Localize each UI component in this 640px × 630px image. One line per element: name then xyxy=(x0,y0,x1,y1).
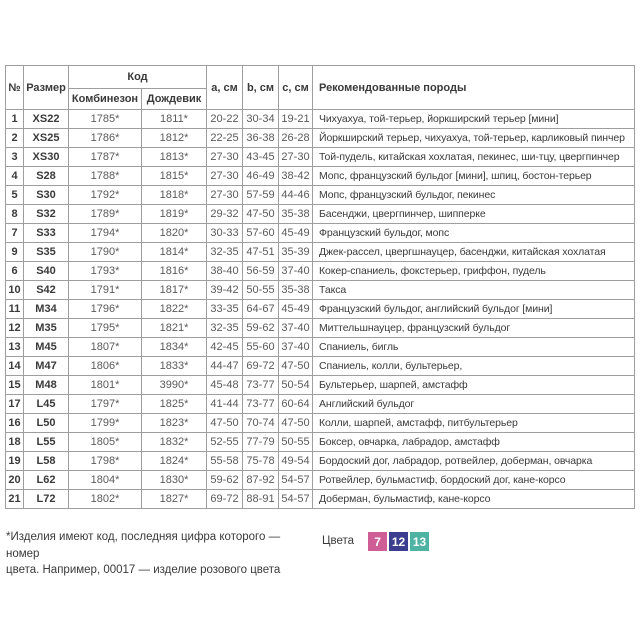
cell-breeds: Боксер, овчарка, лабрадор, амстафф xyxy=(313,433,635,452)
cell-breeds: Французский бульдог, английский бульдог [мини] xyxy=(313,300,635,319)
footnote xyxy=(6,529,316,579)
cell-code-raincoat: 1817* xyxy=(142,281,207,300)
table-row xyxy=(6,414,635,433)
table-header xyxy=(6,66,635,110)
color-chips xyxy=(368,532,431,551)
cell-a: 32-35 xyxy=(207,319,243,338)
cell-number: 14 xyxy=(6,357,24,376)
cell-b: 88-91 xyxy=(243,490,279,509)
cell-size: M35 xyxy=(24,319,69,338)
cell-code-raincoat: 1832* xyxy=(142,433,207,452)
cell-number: 4 xyxy=(6,167,24,186)
cell-code-raincoat: 1821* xyxy=(142,319,207,338)
cell-c: 44-46 xyxy=(279,186,313,205)
color-chip-13: 13 xyxy=(410,532,429,551)
cell-b: 57-59 xyxy=(243,186,279,205)
table-body xyxy=(6,110,635,509)
cell-number: 15 xyxy=(6,376,24,395)
cell-number: 20 xyxy=(6,471,24,490)
cell-b: 73-77 xyxy=(243,376,279,395)
header-breeds: Рекомендованные породы xyxy=(313,66,635,110)
cell-size: S33 xyxy=(24,224,69,243)
cell-breeds: Бультерьер, шарпей, амстафф xyxy=(313,376,635,395)
cell-c: 50-55 xyxy=(279,433,313,452)
table-row xyxy=(6,338,635,357)
cell-a: 69-72 xyxy=(207,490,243,509)
cell-code-jumpsuit: 1798* xyxy=(69,452,142,471)
colors-legend xyxy=(322,532,431,551)
cell-code-jumpsuit: 1794* xyxy=(69,224,142,243)
cell-c: 47-50 xyxy=(279,414,313,433)
cell-size: S40 xyxy=(24,262,69,281)
cell-c: 37-40 xyxy=(279,338,313,357)
cell-number: 8 xyxy=(6,205,24,224)
cell-code-raincoat: 1822* xyxy=(142,300,207,319)
cell-c: 35-38 xyxy=(279,205,313,224)
cell-number: 12 xyxy=(6,319,24,338)
cell-c: 35-39 xyxy=(279,243,313,262)
cell-code-jumpsuit: 1786* xyxy=(69,129,142,148)
cell-size: L58 xyxy=(24,452,69,471)
cell-breeds: Кокер-спаниель, фокстерьер, гриффон, пудель xyxy=(313,262,635,281)
cell-code-raincoat: 1816* xyxy=(142,262,207,281)
color-chip-7: 7 xyxy=(368,532,387,551)
cell-size: M47 xyxy=(24,357,69,376)
cell-b: 56-59 xyxy=(243,262,279,281)
cell-code-raincoat: 1815* xyxy=(142,167,207,186)
cell-c: 60-64 xyxy=(279,395,313,414)
cell-number: 16 xyxy=(6,414,24,433)
cell-breeds: Французский бульдог, мопс xyxy=(313,224,635,243)
header-size: Размер xyxy=(24,66,69,110)
cell-code-jumpsuit: 1796* xyxy=(69,300,142,319)
cell-code-raincoat: 1819* xyxy=(142,205,207,224)
cell-b: 55-60 xyxy=(243,338,279,357)
cell-a: 20-22 xyxy=(207,110,243,129)
table-row xyxy=(6,452,635,471)
cell-b: 64-67 xyxy=(243,300,279,319)
cell-c: 54-57 xyxy=(279,471,313,490)
table-row xyxy=(6,471,635,490)
cell-a: 27-30 xyxy=(207,167,243,186)
cell-breeds: Той-пудель, китайская хохлатая, пекинес, ши-тцу, цвергпинчер xyxy=(313,148,635,167)
cell-size: S32 xyxy=(24,205,69,224)
cell-code-jumpsuit: 1804* xyxy=(69,471,142,490)
table-row xyxy=(6,167,635,186)
cell-breeds: Йоркширский терьер, чихуахуа, той-терьер, карликовый пинчер xyxy=(313,129,635,148)
header-b-cm: b, см xyxy=(243,66,279,110)
cell-code-raincoat: 1824* xyxy=(142,452,207,471)
cell-b: 30-34 xyxy=(243,110,279,129)
cell-size: L62 xyxy=(24,471,69,490)
cell-a: 32-35 xyxy=(207,243,243,262)
cell-size: S42 xyxy=(24,281,69,300)
cell-breeds: Ротвейлер, бульмастиф, бордоский дог, кане-корсо xyxy=(313,471,635,490)
table-row xyxy=(6,129,635,148)
cell-a: 38-40 xyxy=(207,262,243,281)
cell-breeds: Мопс, французский бульдог, пекинес xyxy=(313,186,635,205)
cell-number: 17 xyxy=(6,395,24,414)
cell-a: 47-50 xyxy=(207,414,243,433)
footnote-line-1: *Изделия имеют код, последняя цифра которого — номер xyxy=(6,531,281,560)
cell-breeds: Басенджи, цвергпинчер, шипперке xyxy=(313,205,635,224)
cell-code-jumpsuit: 1787* xyxy=(69,148,142,167)
cell-code-jumpsuit: 1797* xyxy=(69,395,142,414)
cell-a: 30-33 xyxy=(207,224,243,243)
cell-code-jumpsuit: 1791* xyxy=(69,281,142,300)
cell-number: 6 xyxy=(6,262,24,281)
cell-c: 49-54 xyxy=(279,452,313,471)
cell-number: 19 xyxy=(6,452,24,471)
cell-a: 22-25 xyxy=(207,129,243,148)
cell-size: S30 xyxy=(24,186,69,205)
cell-a: 41-44 xyxy=(207,395,243,414)
cell-code-jumpsuit: 1792* xyxy=(69,186,142,205)
cell-breeds: Джек-рассел, цвергшнауцер, басенджи, китайская хохлатая xyxy=(313,243,635,262)
cell-code-jumpsuit: 1793* xyxy=(69,262,142,281)
cell-code-raincoat: 1814* xyxy=(142,243,207,262)
cell-c: 37-40 xyxy=(279,319,313,338)
cell-breeds: Спаниель, колли, бультерьер, xyxy=(313,357,635,376)
cell-code-jumpsuit: 1805* xyxy=(69,433,142,452)
table-row xyxy=(6,148,635,167)
cell-c: 54-57 xyxy=(279,490,313,509)
cell-code-jumpsuit: 1799* xyxy=(69,414,142,433)
table-row xyxy=(6,376,635,395)
cell-b: 75-78 xyxy=(243,452,279,471)
cell-code-raincoat: 1812* xyxy=(142,129,207,148)
header-code-jumpsuit: Комбинезон xyxy=(69,89,142,110)
cell-number: 9 xyxy=(6,243,24,262)
table-row xyxy=(6,262,635,281)
cell-code-raincoat: 1818* xyxy=(142,186,207,205)
cell-code-jumpsuit: 1788* xyxy=(69,167,142,186)
cell-breeds: Бордоский дог, лабрадор, ротвейлер, доберман, овчарка xyxy=(313,452,635,471)
cell-b: 59-62 xyxy=(243,319,279,338)
cell-b: 47-50 xyxy=(243,205,279,224)
cell-code-raincoat: 1811* xyxy=(142,110,207,129)
cell-size: XS30 xyxy=(24,148,69,167)
cell-b: 36-38 xyxy=(243,129,279,148)
cell-a: 42-45 xyxy=(207,338,243,357)
cell-b: 73-77 xyxy=(243,395,279,414)
size-table xyxy=(5,65,635,509)
table-row xyxy=(6,281,635,300)
cell-number: 5 xyxy=(6,186,24,205)
cell-code-jumpsuit: 1785* xyxy=(69,110,142,129)
cell-b: 70-74 xyxy=(243,414,279,433)
cell-b: 77-79 xyxy=(243,433,279,452)
cell-size: M45 xyxy=(24,338,69,357)
cell-code-jumpsuit: 1807* xyxy=(69,338,142,357)
cell-b: 46-49 xyxy=(243,167,279,186)
cell-number: 11 xyxy=(6,300,24,319)
cell-size: M48 xyxy=(24,376,69,395)
cell-c: 35-38 xyxy=(279,281,313,300)
cell-a: 44-47 xyxy=(207,357,243,376)
table-row xyxy=(6,300,635,319)
cell-size: L50 xyxy=(24,414,69,433)
header-c-cm: с, см xyxy=(279,66,313,110)
table-row xyxy=(6,490,635,509)
table-row xyxy=(6,243,635,262)
cell-code-jumpsuit: 1806* xyxy=(69,357,142,376)
cell-a: 55-58 xyxy=(207,452,243,471)
cell-b: 69-72 xyxy=(243,357,279,376)
table-row xyxy=(6,205,635,224)
cell-code-jumpsuit: 1790* xyxy=(69,243,142,262)
header-code-group: Код xyxy=(69,66,207,89)
cell-breeds: Колли, шарпей, амстафф, питбультерьер xyxy=(313,414,635,433)
cell-code-jumpsuit: 1795* xyxy=(69,319,142,338)
cell-size: L45 xyxy=(24,395,69,414)
cell-breeds: Такса xyxy=(313,281,635,300)
cell-size: XS25 xyxy=(24,129,69,148)
cell-code-jumpsuit: 1801* xyxy=(69,376,142,395)
cell-code-raincoat: 1823* xyxy=(142,414,207,433)
cell-code-raincoat: 1834* xyxy=(142,338,207,357)
cell-number: 18 xyxy=(6,433,24,452)
cell-b: 43-45 xyxy=(243,148,279,167)
table-row xyxy=(6,319,635,338)
cell-b: 87-92 xyxy=(243,471,279,490)
cell-b: 50-55 xyxy=(243,281,279,300)
cell-breeds: Доберман, бульмастиф, кане-корсо xyxy=(313,490,635,509)
cell-size: L55 xyxy=(24,433,69,452)
cell-size: XS22 xyxy=(24,110,69,129)
cell-number: 10 xyxy=(6,281,24,300)
cell-breeds: Чихуахуа, той-терьер, йоркширский терьер [мини] xyxy=(313,110,635,129)
cell-c: 47-50 xyxy=(279,357,313,376)
cell-code-raincoat: 3990* xyxy=(142,376,207,395)
header-a-cm: а, см xyxy=(207,66,243,110)
cell-a: 27-30 xyxy=(207,186,243,205)
footnote-line-2: цвета. Например, 00017 — изделие розового цвета xyxy=(6,564,281,577)
cell-a: 39-42 xyxy=(207,281,243,300)
cell-c: 26-28 xyxy=(279,129,313,148)
cell-code-raincoat: 1830* xyxy=(142,471,207,490)
cell-code-raincoat: 1825* xyxy=(142,395,207,414)
table-row xyxy=(6,395,635,414)
table-row xyxy=(6,110,635,129)
cell-a: 45-48 xyxy=(207,376,243,395)
cell-code-raincoat: 1833* xyxy=(142,357,207,376)
cell-breeds: Спаниель, бигль xyxy=(313,338,635,357)
table-row xyxy=(6,433,635,452)
cell-size: S35 xyxy=(24,243,69,262)
cell-number: 1 xyxy=(6,110,24,129)
cell-c: 27-30 xyxy=(279,148,313,167)
cell-size: S28 xyxy=(24,167,69,186)
cell-c: 37-40 xyxy=(279,262,313,281)
cell-number: 13 xyxy=(6,338,24,357)
header-number: № xyxy=(6,66,24,110)
cell-a: 27-30 xyxy=(207,148,243,167)
cell-breeds: Миттельшнауцер, французский бульдог xyxy=(313,319,635,338)
cell-breeds: Английский бульдог xyxy=(313,395,635,414)
cell-code-jumpsuit: 1802* xyxy=(69,490,142,509)
cell-breeds: Мопс, французский бульдог [мини], шпиц, бостон-терьер xyxy=(313,167,635,186)
cell-b: 47-51 xyxy=(243,243,279,262)
cell-size: L72 xyxy=(24,490,69,509)
cell-size: M34 xyxy=(24,300,69,319)
cell-a: 29-32 xyxy=(207,205,243,224)
cell-c: 50-54 xyxy=(279,376,313,395)
table-row xyxy=(6,224,635,243)
cell-b: 57-60 xyxy=(243,224,279,243)
cell-a: 52-55 xyxy=(207,433,243,452)
cell-code-jumpsuit: 1789* xyxy=(69,205,142,224)
cell-number: 2 xyxy=(6,129,24,148)
table-row xyxy=(6,357,635,376)
cell-number: 21 xyxy=(6,490,24,509)
header-code-raincoat: Дождевик xyxy=(142,89,207,110)
cell-code-raincoat: 1820* xyxy=(142,224,207,243)
cell-a: 33-35 xyxy=(207,300,243,319)
cell-c: 38-42 xyxy=(279,167,313,186)
cell-number: 7 xyxy=(6,224,24,243)
cell-c: 45-49 xyxy=(279,224,313,243)
color-chip-12: 12 xyxy=(389,532,408,551)
cell-code-raincoat: 1813* xyxy=(142,148,207,167)
colors-label: Цвета xyxy=(322,535,355,547)
cell-code-raincoat: 1827* xyxy=(142,490,207,509)
cell-c: 45-49 xyxy=(279,300,313,319)
table-row xyxy=(6,186,635,205)
cell-a: 59-62 xyxy=(207,471,243,490)
cell-c: 19-21 xyxy=(279,110,313,129)
cell-number: 3 xyxy=(6,148,24,167)
